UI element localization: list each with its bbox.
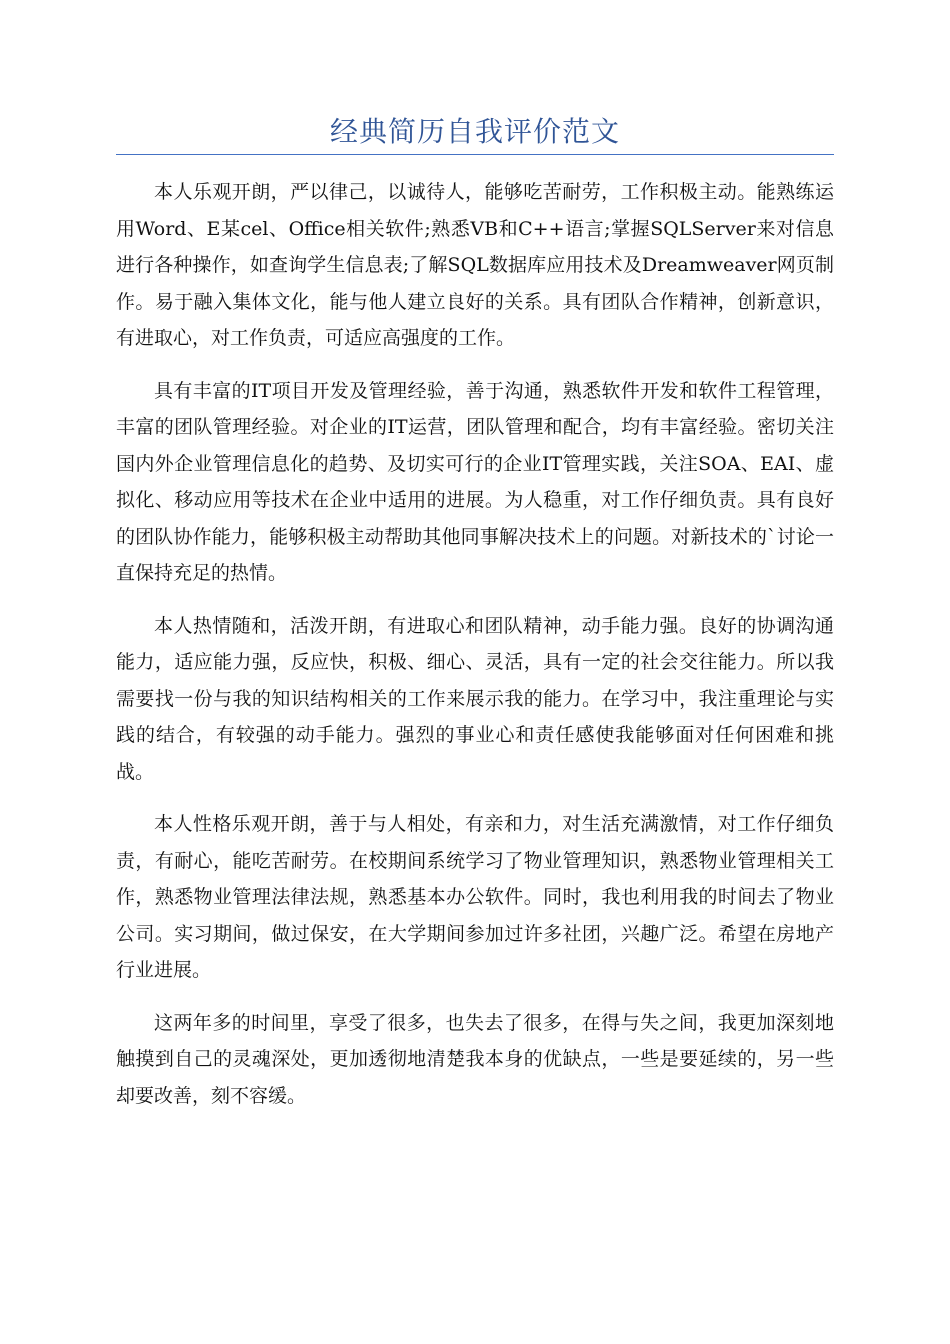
- paragraph-1: 本人乐观开朗，严以律己，以诚待人，能够吃苦耐劳，工作积极主动。能熟练运用Word、E某cel、Office相关软件;熟悉VB和C++语言;掌握SQLServer来对信息进行各种操作，如查询学生信息表;了解SQL数据库应用技术及Dreamweaver网页制作。易于融入集体文化，能与他人建立良好的关系。具有团队合作精神，创新意识，有进取心，对工作负责，可适应高强度的工作。: [116, 181, 834, 349]
- paragraph-4: 本人性格乐观开朗，善于与人相处，有亲和力，对生活充满激情，对工作仔细负责，有耐心，能吃苦耐劳。在校期间系统学习了物业管理知识，熟悉物业管理相关工作，熟悉物业管理法律法规，熟悉基本办公软件。同时，我也利用我的时间去了物业公司。实习期间，做过保安，在大学期间参加过许多社团，兴趣广泛。希望在房地产行业进展。: [116, 813, 834, 981]
- paragraph-5: 这两年多的时间里，享受了很多，也失去了很多，在得与失之间，我更加深刻地触摸到自己的灵魂深处，更加透彻地清楚我本身的优缺点，一些是要延续的，另一些却要改善，刻不容缓。: [116, 1011, 834, 1107]
- title-underline: [116, 154, 834, 155]
- document-title: 经典简历自我评价范文: [329, 115, 620, 148]
- paragraph-3: 本人热情随和，活泼开朗，有进取心和团队精神，动手能力强。良好的协调沟通能力，适应能力强，反应快，积极、细心、灵活，具有一定的社会交往能力。所以我需要找一份与我的知识结构相关的工作来展示我的能力。在学习中，我注重理论与实践的结合，有较强的动手能力。强烈的事业心和责任感使我能够面对任何困难和挑战。: [116, 614, 834, 783]
- paragraph-2: 具有丰富的IT项目开发及管理经验，善于沟通，熟悉软件开发和软件工程管理，丰富的团队管理经验。对企业的IT运营，团队管理和配合，均有丰富经验。密切关注国内外企业管理信息化的趋势、及切实可行的企业IT管理实践，关注SOA、EAI、虚拟化、移动应用等技术在企业中适用的进展。为人稳重，对工作仔细负责。具有良好的团队协作能力，能够积极主动帮助其他同事解决技术上的问题。对新技术的`讨论一直保持充足的热情。: [116, 379, 834, 584]
- document-body: [116, 174, 834, 1130]
